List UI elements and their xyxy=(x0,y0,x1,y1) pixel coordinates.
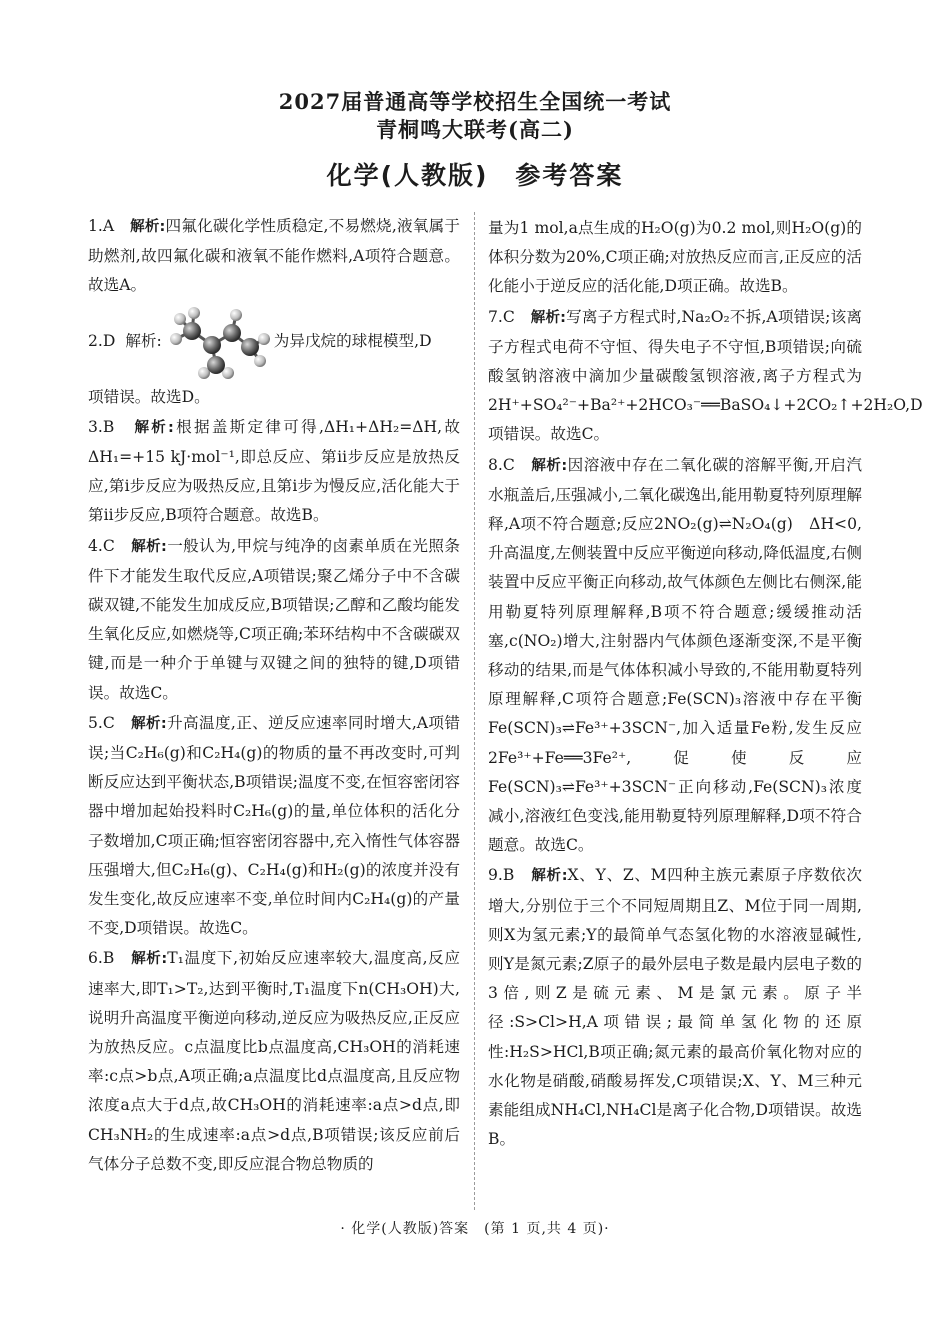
right-column xyxy=(488,214,923,1156)
answer-key-title: 化学(人教版) 参考答案 xyxy=(326,161,624,190)
answer-item-6-cont: 量为1 mol,a点生成的H₂O(g)为0.2 mol,则H₂O(g)的体积分数为20%,C项正确;对放热反应而言,正反应的活化能小于逆反应的活化能,D项正确。故选B。 xyxy=(488,219,862,296)
answer-item-2: 2.D 解析: 为异戊烷的球棍模型,D xyxy=(88,307,460,377)
answer-item-2-cont: 项错误。故选D。 xyxy=(88,387,210,406)
column-divider xyxy=(474,212,475,1210)
left-column xyxy=(88,212,460,1180)
answer-item-8: 8.C 解析:因溶液中存在二氧化碳的溶解平衡,开启汽水瓶盖后,压强减小,二氧化碳逸出,能用勒夏特列原理解释,A项不符合题意;反应2NO₂(g)⇌N₂O₄(g) ΔH<0,升高温度,左侧装置中反应平衡逆向移动,降低温度,右侧装置中反应平衡正向移动,故气体颜色左侧比右侧深,能用勒夏特列原理解释,B项不符合题意;缓缓推动活塞,c(NO₂)增大,注射器内气体颜色逐渐变深,不是平衡移动的结果,而是气体体积减小导致的,不能用勒夏特列原理解释,C项符合题意;Fe(SCN)₃溶液中存在平衡Fe(SCN)₃⇌Fe³⁺+3SCN⁻,加入适量Fe粉,发生反应2Fe³⁺+Fe══3Fe²⁺,促使反应Fe(SCN)₃⇌Fe³⁺+3SCN⁻正向移动,Fe(SCN)₃浓度减小,溶液红色变浅,能用勒夏特列原理解释,D项不符合题意。故选C。 xyxy=(488,455,862,855)
answer-item-1: 1.A 解析:四氟化碳化学性质稳定,不易燃烧,液氧属于助燃剂,故四氟化碳和液氧不能作燃料,A项符合题意。故选A。 xyxy=(88,217,460,295)
answer-item-3: 3.B 解析:根据盖斯定律可得,ΔH₁+ΔH₂=ΔH,故ΔH₁=+15 kJ·mol⁻¹,即总反应、第ⅱ步反应是放热反应,第ⅰ步反应为吸热反应,且第ⅰ步为慢反应,活化能大于第ⅱ步反应,B项符合题意。故选B。 xyxy=(88,417,460,525)
answer-item-5: 5.C 解析:升高温度,正、逆反应速率同时增大,A项错误;当C₂H₆(g)和C₂H₄(g)的物质的量不再改变时,可判断反应达到平衡状态,B项错误;温度不变,在恒容密闭容器中增加起始投料时C₂H₆(g)的量,单位体积的活化分子数增加,C项正确;恒容密闭容器中,充入惰性气体容器压强增大,但C₂H₆(g)、C₂H₄(g)和H₂(g)的浓度并没有发生变化,故反应速率不变,单位时间内C₂H₄(g)的产量不变,D项错误。故选C。 xyxy=(88,713,460,938)
page-footer: · 化学(人教版)答案 (第 1 页,共 4 页)· xyxy=(340,1221,610,1237)
answer-item-6: 6.B 解析:T₁温度下,初始反应速率较大,温度高,反应速率大,即T₁>T₂,达到平衡时,T₁温度下n(CH₃OH)大,说明升高温度平衡逆向移动,逆反应为吸热反应,正反应为放热反应。c点温度比b点温度高,CH₃OH的消耗速率:c点>b点,A项正确;a点温度比d点温度高,且反应物浓度a点大于d点,故CH₃OH的消耗速率:a点>d点,即CH₃NH₂的生成速率:a点>d点,B项错误;该反应前后气体分子总数不变,即反应混合物总物质的 xyxy=(88,949,460,1173)
document-header xyxy=(0,88,950,192)
answer-item-7: 7.C 解析:写离子方程式时,Na₂O₂不拆,A项错误;该离子方程式电荷不守恒、得失电子不守恒,B项错误;向硫酸氢钠溶液中滴加少量碳酸氢钡溶液,离子方程式为2H⁺+SO₄²⁻+Ba²⁺+2HCO₃⁻══BaSO₄↓+2CO₂↑+2H₂O,D项错误。故选C。 xyxy=(488,307,923,444)
isopentane-ball-stick-model-icon xyxy=(164,303,272,381)
exam-subtitle: 青桐鸣大联考(高二) xyxy=(376,117,574,142)
answer-item-4: 4.C 解析:一般认为,甲烷与纯净的卤素单质在光照条件下才能发生取代反应,A项错误;聚乙烯分子中不含碳碳双键,不能发生加成反应,B项错误;乙醇和乙酸均能发生氧化反应,如燃烧等,C项正确;苯环结构中不含碳碳双键,而是一种介于单键与双键之间的独特的键,D项错误。故选C。 xyxy=(88,536,460,702)
exam-title: 2027届普通高等学校招生全国统一考试 xyxy=(278,89,672,114)
answer-item-9: 9.B 解析:X、Y、Z、M四种主族元素原子序数依次增大,分别位于三个不同短周期且Z、M位于同一周期,则X为氢元素;Y的最简单气态氢化物的水溶液显碱性,则Y是氮元素;Z原子的最外层电子数是最内层电子数的3倍,则Z是硫元素、M是氯元素。原子半径:S>Cl>H,A项错误;最简单氢化物的还原性:H₂S>HCl,B项正确;氮元素的最高价氧化物对应的水化物是硝酸,硝酸易挥发,C项错误;X、Y、M三种元素能组成NH₄Cl,NH₄Cl是离子化合物,D项错误。故选B。 xyxy=(488,866,862,1149)
